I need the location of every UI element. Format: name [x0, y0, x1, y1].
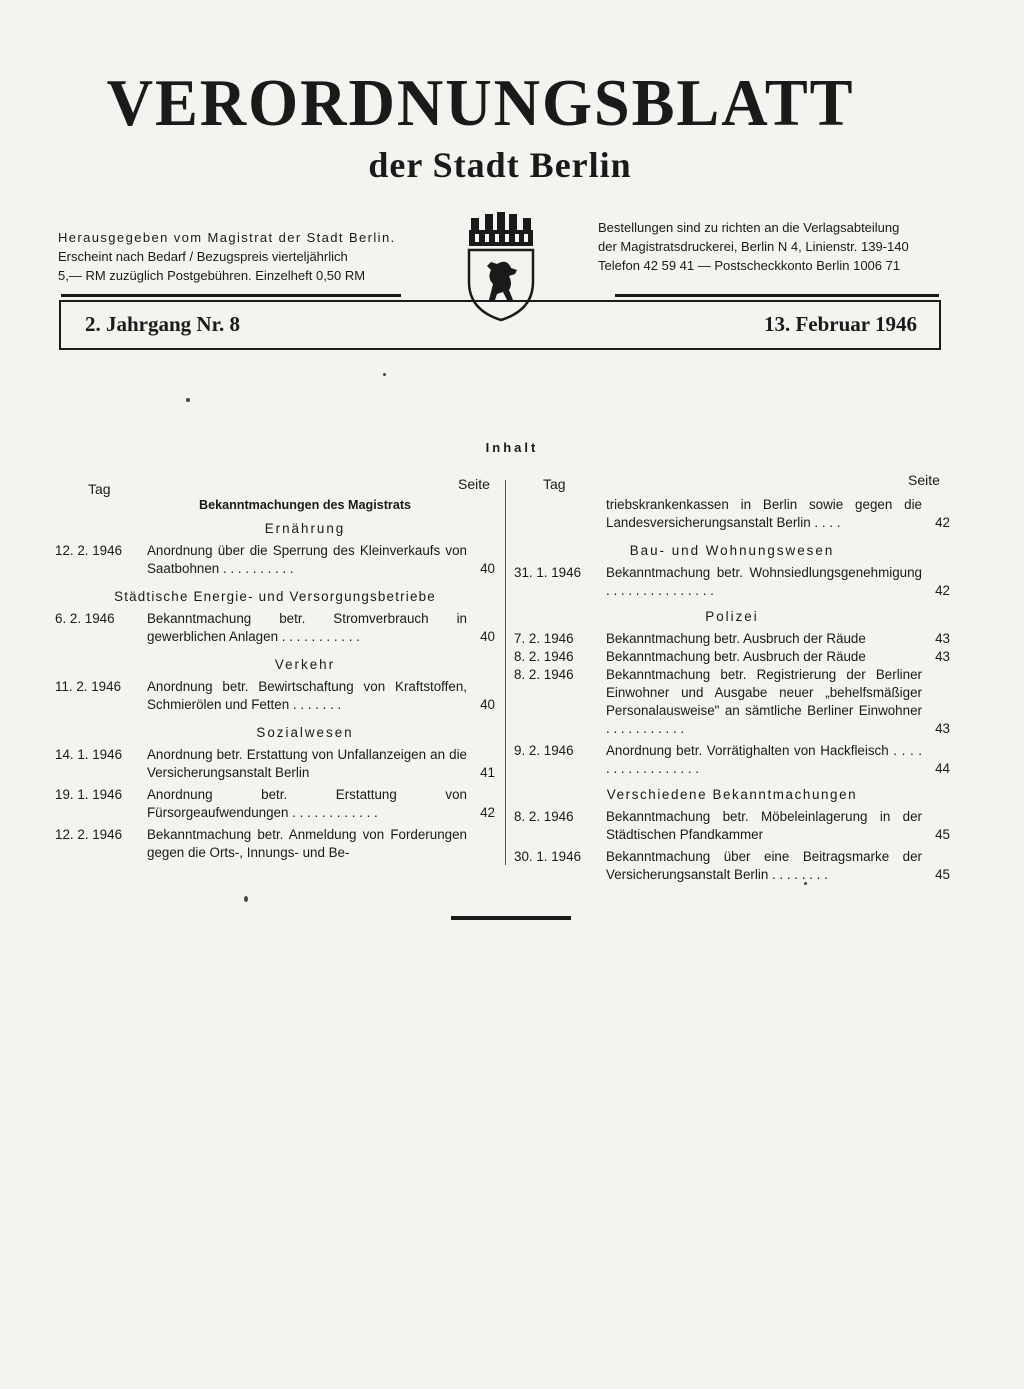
order-line-1: Bestellungen sind zu richten an die Verlagsabteilung — [598, 220, 900, 235]
entry-page: 45 — [935, 867, 950, 882]
list-item — [514, 808, 950, 844]
entry-date: 11. 2. 1946 — [55, 679, 122, 694]
print-speck — [186, 398, 190, 402]
publisher-line-1: Herausgegeben vom Magistrat der Stadt Berlin. — [58, 230, 396, 245]
col-seite-left: Seite — [458, 476, 490, 492]
list-item — [514, 564, 950, 600]
list-item — [55, 746, 495, 782]
entry-text: triebskrankenkassen in Berlin sowie gegen die Landesversicherungsanstalt Berlin . . . . — [606, 497, 922, 530]
order-line-2: der Magistratsdruckerei, Berlin N 4, Linienstr. 139-140 — [598, 239, 909, 254]
issue-bar-rule-left — [61, 294, 401, 297]
list-item — [514, 630, 950, 648]
section-title: Verkehr — [274, 657, 336, 672]
entry-text: Bekanntmachung betr. Registrierung der Berliner Einwohner und Ausgabe neuer „behelfsmäßiger Personalausweise" an sämtliche Berliner Einwohner . . . . . . . . . . . — [606, 667, 922, 736]
entry-page: 40 — [480, 697, 495, 712]
section-title: Ernährung — [264, 521, 346, 536]
print-speck — [383, 373, 386, 376]
section-title: Sozialwesen — [256, 725, 354, 740]
entry-text: Bekanntmachung betr. Anmeldung von Forderungen gegen die Orts-, Innungs- und Be- — [147, 827, 467, 860]
entry-date: 8. 2. 1946 — [514, 649, 574, 664]
list-item — [514, 666, 950, 738]
entry-page: 40 — [480, 561, 495, 576]
entry-date: 8. 2. 1946 — [514, 809, 574, 824]
list-item — [55, 826, 495, 862]
publisher-info — [58, 228, 418, 285]
issue-bar — [59, 300, 941, 350]
column-divider — [505, 480, 506, 865]
entry-page: 45 — [935, 827, 950, 842]
entry-page: 41 — [480, 765, 495, 780]
section-title: Verschiedene Bekanntmachungen — [606, 787, 858, 802]
section-title: Bau- und Wohnungswesen — [629, 543, 835, 558]
entry-page: 42 — [935, 583, 950, 598]
entry-text: Anordnung betr. Erstattung von Unfallanzeigen an die Versicherungsanstalt Berlin — [147, 747, 467, 780]
col-tag-right: Tag — [543, 476, 566, 492]
entry-page: 42 — [480, 805, 495, 820]
issue-bar-rule-right — [615, 294, 939, 297]
entry-text: Anordnung betr. Vorrätighalten von Hackfleisch . . . . . . . . . . . . . . . . . — [606, 743, 922, 776]
entry-text: Anordnung über die Sperrung des Kleinverkaufs von Saatbohnen . . . . . . . . . . — [147, 543, 467, 576]
entry-date: 19. 1. 1946 — [55, 787, 123, 802]
publisher-line-3: 5,— RM zuzüglich Postgebühren. Einzelheft 0,50 RM — [58, 268, 366, 283]
issue-number: 2. Jahrgang Nr. 8 — [85, 312, 240, 336]
list-item — [55, 678, 495, 714]
publisher-line-2: Erscheint nach Bedarf / Bezugspreis vierteljährlich — [58, 249, 348, 264]
entry-date: 12. 2. 1946 — [55, 827, 123, 842]
order-line-3: Telefon 42 59 41 — Postscheckkonto Berlin 1006 71 — [598, 258, 901, 273]
entry-text: Bekanntmachung betr. Stromverbrauch in gewerblichen Anlagen . . . . . . . . . . . — [147, 611, 467, 644]
entry-date: 12. 2. 1946 — [55, 543, 123, 558]
order-info — [598, 218, 958, 275]
list-item — [514, 742, 950, 778]
entry-date: 30. 1. 1946 — [514, 849, 582, 864]
entry-text: Bekanntmachung betr. Möbeleinlagerung in der Städtischen Pfandkammer — [606, 809, 922, 842]
end-rule — [451, 916, 571, 920]
entry-text: Bekanntmachung betr. Wohnsiedlungsgenehmigung . . . . . . . . . . . . . . . — [606, 565, 922, 598]
entry-date: 14. 1. 1946 — [55, 747, 123, 762]
entry-page: 40 — [480, 629, 495, 644]
entry-date: 7. 2. 1946 — [514, 631, 574, 646]
section-title: Städtische Energie- und Versorgungsbetriebe — [114, 589, 436, 604]
entry-date: 8. 2. 1946 — [514, 667, 574, 682]
contents-left-column — [55, 496, 495, 866]
entry-date: 31. 1. 1946 — [514, 565, 582, 580]
list-item — [55, 542, 495, 578]
entry-text: Anordnung betr. Erstattung von Fürsorgeaufwendungen . . . . . . . . . . . . — [147, 787, 467, 820]
col-tag-left: Tag — [88, 481, 111, 497]
entry-page: 43 — [935, 631, 950, 646]
masthead-title: VERORDNUNGSBLATT — [106, 66, 855, 140]
list-item — [514, 648, 950, 666]
list-item — [514, 496, 950, 532]
entry-page: 43 — [935, 649, 950, 664]
contents-right-column — [514, 496, 950, 888]
entry-text: Bekanntmachung über eine Beitragsmarke der Versicherungsanstalt Berlin . . . . . . . . — [606, 849, 922, 882]
list-item — [514, 848, 950, 884]
print-speck — [244, 896, 248, 902]
entry-text: Bekanntmachung betr. Ausbruch der Räude — [606, 649, 866, 664]
masthead-subtitle: der Stadt Berlin — [368, 145, 632, 185]
entry-date: 9. 2. 1946 — [514, 743, 574, 758]
contents-title: Inhalt — [485, 440, 539, 455]
section-title: Polizei — [705, 609, 759, 624]
entry-date: 6. 2. 1946 — [55, 611, 115, 626]
entry-page: 44 — [935, 761, 950, 776]
col-seite-right: Seite — [908, 472, 940, 488]
list-item — [55, 610, 495, 646]
list-item — [55, 786, 495, 822]
entry-text: Anordnung betr. Bewirtschaftung von Kraftstoffen, Schmierölen und Fetten . . . . . . . — [147, 679, 467, 712]
section-heading: Bekanntmachungen des Magistrats — [198, 498, 412, 512]
entry-page: 42 — [935, 515, 950, 530]
print-speck — [804, 882, 807, 885]
entry-text: Bekanntmachung betr. Ausbruch der Räude — [606, 631, 866, 646]
entry-page: 43 — [935, 721, 950, 736]
issue-date: 13. Februar 1946 — [763, 312, 917, 336]
